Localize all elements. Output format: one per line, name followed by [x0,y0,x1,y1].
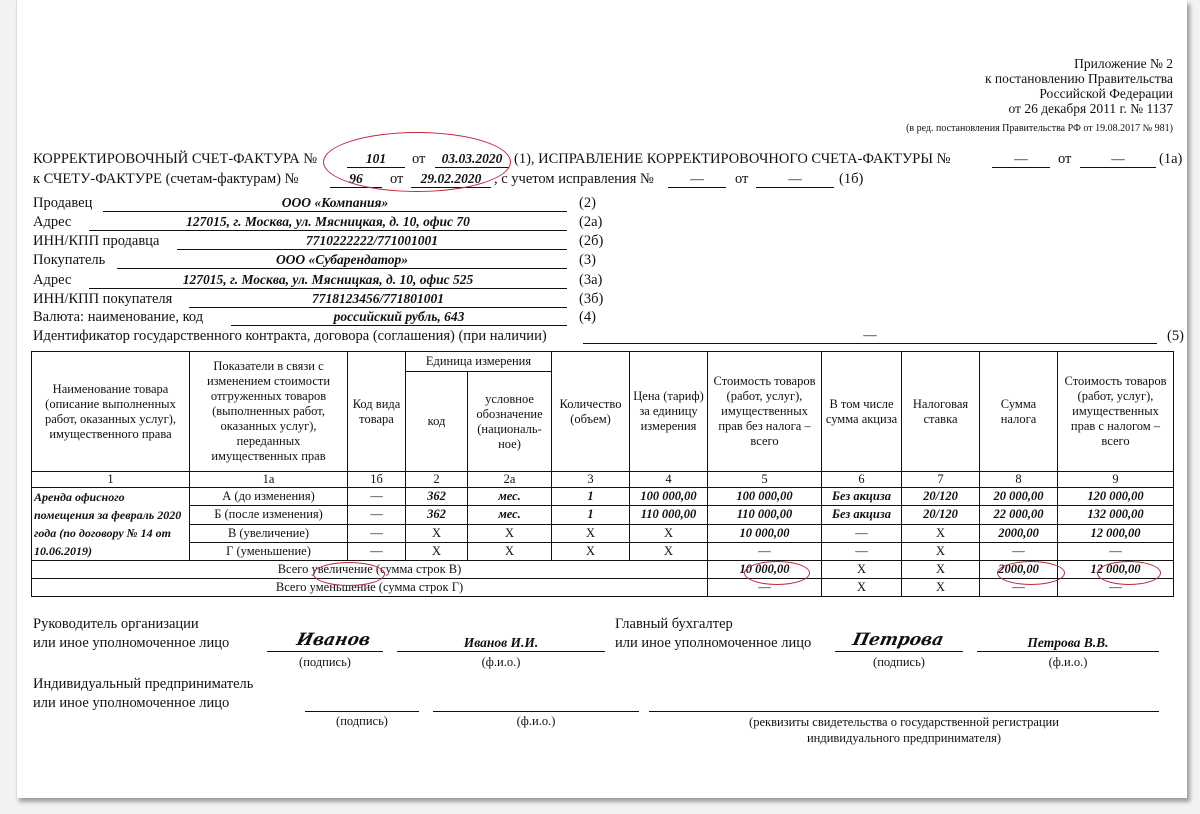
from-label-3: от [390,171,404,187]
accountant-sign-line [835,651,963,652]
head-signature: Иванов [294,630,373,650]
col-num: 1б [348,472,406,488]
currency-label: Валюта: наименование, код [33,309,204,325]
buyer-label: Покупатель [33,252,106,268]
ie-name-caption: (ф.и.о.) [516,714,556,728]
row-b-cell: 132 000,00 [1058,506,1174,524]
invoice-table [31,351,1174,597]
buyer-inn-value: 7718123456/771801001 [189,291,567,308]
row-d-cell: — [348,542,406,560]
col-num: 7 [902,472,980,488]
seller-inn-label: ИНН/КПП продавца [33,233,160,249]
head-label-1: Руководитель организации [33,616,199,632]
total-increase-cell: Х [902,561,980,579]
row-b-cell: 22 000,00 [980,506,1058,524]
correction-label: (1), ИСПРАВЛЕНИЕ КОРРЕКТИРОВОЧНОГО СЧЕТА-ФАКТУРЫ № [514,151,951,167]
from-label-4: от [735,171,749,187]
fix-label: , с учетом исправления № [494,171,654,187]
row-c-cell: 2000,00 [980,524,1058,542]
row-a-cell: — [348,488,406,506]
invoice-number: 101 [347,151,405,168]
from-label-2: от [1058,151,1072,167]
title-label: КОРРЕКТИРОВОЧНЫЙ СЧЕТ-ФАКТУРА № [33,151,318,167]
ie-reg-caption [649,714,1159,746]
row-b-cell: — [348,506,406,524]
th-tax: Сумма налога [980,352,1058,472]
ie-reg-line [649,711,1159,712]
row-d-cell: Х [406,542,468,560]
appendix-header [906,56,1173,136]
th-rate: Налоговая ставка [902,352,980,472]
appendix-edition: (в ред. постановления Правительства РФ от 19.08.2017 № 981) [906,123,1173,134]
seller-address-value: 127015, г. Москва, ул. Мясницкая, д. 10, офис 70 [89,214,567,231]
row-b-cell: Без акциза [822,506,902,524]
accountant-label-1: Главный бухгалтер [615,616,733,632]
col-num: 1а [190,472,348,488]
total-decrease-cell: Х [822,579,902,597]
col-num: 9 [1058,472,1174,488]
row-c-cell: 12 000,00 [1058,524,1174,542]
th-excise: В том числе сумма акциза [822,352,902,472]
row-a-cell: Без акциза [822,488,902,506]
fix-number: — [668,171,726,188]
invoice-sheet [16,0,1187,798]
row-c-cell: Х [552,524,630,542]
ie-label-2: или иное уполномоченное лицо [33,695,230,711]
seller-code: (2) [579,195,596,211]
seller-address-code: (2а) [579,214,603,230]
row-d-cell: Х [468,542,552,560]
row-b-cell: 362 [406,506,468,524]
row-c-cell: Х [630,524,708,542]
head-name-caption: (ф.и.о.) [481,655,521,669]
row-a-cell: 120 000,00 [1058,488,1174,506]
row-c-cell: 10 000,00 [708,524,822,542]
seller-address-label: Адрес [33,214,72,230]
accountant-signature: Петрова [850,630,946,650]
seller-inn-value: 7710222222/771001001 [177,233,567,250]
seller-label: Продавец [33,195,93,211]
row-b-cell: 110 000,00 [708,506,822,524]
fix-date: — [756,171,834,188]
row-c-cell: Х [902,524,980,542]
col-num: 4 [630,472,708,488]
col-num: 3 [552,472,630,488]
row-b-cell: Б (после изменения) [190,506,348,524]
col-num: 1 [32,472,190,488]
contract-label: Идентификатор государственного контракта, договора (соглашения) (при наличии) [33,328,547,344]
appendix-line3: от 26 декабря 2011 г. № 1137 [1008,101,1173,116]
row-d-cell: — [822,542,902,560]
row-c-cell: Х [406,524,468,542]
contract-code: (5) [1167,328,1184,344]
row-a-cell: 362 [406,488,468,506]
total-decrease-cell: — [708,579,822,597]
row-c-cell: — [822,524,902,542]
total-increase-cell: 10 000,00 [708,561,822,579]
correction-number: — [992,151,1050,168]
row-a-cell: 100 000,00 [630,488,708,506]
row-d-cell: — [980,542,1058,560]
col-num: 2а [468,472,552,488]
buyer-address-value: 127015, г. Москва, ул. Мясницкая, д. 10, офис 525 [89,272,567,289]
th-kind: Код вида товара [348,352,406,472]
accountant-name-caption: (ф.и.о.) [1048,655,1088,669]
from-label-1: от [412,151,426,167]
total-increase-cell: 12 000,00 [1058,561,1174,579]
correction-date: — [1080,151,1156,168]
row-b-cell: 1 [552,506,630,524]
total-increase-cell: Х [822,561,902,579]
col-num: 6 [822,472,902,488]
ie-reg-caption-2: индивидуального предпринимателя) [806,731,1002,745]
code-1a: (1а) [1159,151,1183,167]
row-d-cell: Х [902,542,980,560]
ie-label-1: Индивидуальный предприниматель [33,676,254,692]
th-cost: Стоимость товаров (работ, услуг), имущественных прав без налога – всего [708,352,822,472]
ie-name-line [433,711,639,712]
seller-value: ООО «Компания» [103,195,567,212]
head-sign-line [267,651,383,652]
row-b-cell: мес. [468,506,552,524]
th-unit-name: условное обозначение (националь-ное) [468,372,552,472]
appendix-title: Приложение № 2 [1074,56,1173,71]
accountant-label-2: или иное уполномоченное лицо [615,635,812,651]
appendix-line1: к постановлению Правительства [984,71,1173,86]
total-decrease-label: Всего уменьшение (сумма строк Г) [32,579,708,597]
col-num: 2 [406,472,468,488]
row-d-cell: Г (уменьшение) [190,542,348,560]
currency-value: российский рубль, 643 [231,309,567,326]
total-increase-label: Всего увеличение (сумма строк В) [32,561,708,579]
row-a-cell: 1 [552,488,630,506]
seller-inn-code: (2б) [579,233,604,249]
buyer-address-code: (3а) [579,272,603,288]
col-num: 5 [708,472,822,488]
item-name: Аренда офисного помещения за февраль 2020 года (по договору № 14 от 10.06.2019) [32,488,190,561]
appendix-line2: Российской Федерации [1039,86,1173,101]
row-a-cell: А (до изменения) [190,488,348,506]
row-a-cell: 20/120 [902,488,980,506]
th-unit: Единица измерения [406,352,552,372]
invoice-date: 03.03.2020 [435,151,509,168]
row-d-cell: — [708,542,822,560]
col-num: 8 [980,472,1058,488]
total-increase-cell: 2000,00 [980,561,1058,579]
head-label-2: или иное уполномоченное лицо [33,635,230,651]
contract-value: — [583,327,1157,344]
row-b-cell: 20/120 [902,506,980,524]
code-1b: (1б) [839,171,864,187]
accountant-name: Петрова В.В. [977,635,1159,652]
ie-sign-caption: (подпись) [336,714,388,728]
buyer-code: (3) [579,252,596,268]
row-d-cell: Х [630,542,708,560]
head-name: Иванов И.И. [397,635,605,652]
row-c-cell: Х [468,524,552,542]
base-invoice-date: 29.02.2020 [411,171,491,188]
row-c-cell: В (увеличение) [190,524,348,542]
total-decrease-cell: — [980,579,1058,597]
buyer-inn-code: (3б) [579,291,604,307]
row-d-cell: Х [552,542,630,560]
accountant-sign-caption: (подпись) [873,655,925,669]
row-d-cell: — [1058,542,1174,560]
base-invoice-label: к СЧЕТУ-ФАКТУРЕ (счетам-фактурам) № [33,171,299,187]
total-decrease-cell: — [1058,579,1174,597]
row-c-cell: — [348,524,406,542]
buyer-address-label: Адрес [33,272,72,288]
head-sign-caption: (подпись) [299,655,351,669]
base-invoice-number: 96 [330,171,382,188]
th-qty: Количество (объем) [552,352,630,472]
th-unit-code: код [406,372,468,472]
buyer-value: ООО «Субарендатор» [117,252,567,269]
th-name: Наименование товара (описание выполненных работ, оказанных услуг), имущественного права [32,352,190,472]
row-b-cell: 110 000,00 [630,506,708,524]
row-a-cell: 20 000,00 [980,488,1058,506]
ie-sign-line [305,711,419,712]
row-a-cell: мес. [468,488,552,506]
ie-reg-caption-1: (реквизиты свидетельства о государственной регистрации [749,715,1059,729]
row-a-cell: 100 000,00 [708,488,822,506]
th-indicators: Показатели в связи с изменением стоимости отгруженных товаров (выполненных работ, оказанных услуг), переданных имущественных прав [190,352,348,472]
th-price: Цена (тариф) за единицу измерения [630,352,708,472]
currency-code: (4) [579,309,596,325]
total-decrease-cell: Х [902,579,980,597]
buyer-inn-label: ИНН/КПП покупателя [33,291,173,307]
th-total: Стоимость товаров (работ, услуг), имущественных прав с налогом – всего [1058,352,1174,472]
